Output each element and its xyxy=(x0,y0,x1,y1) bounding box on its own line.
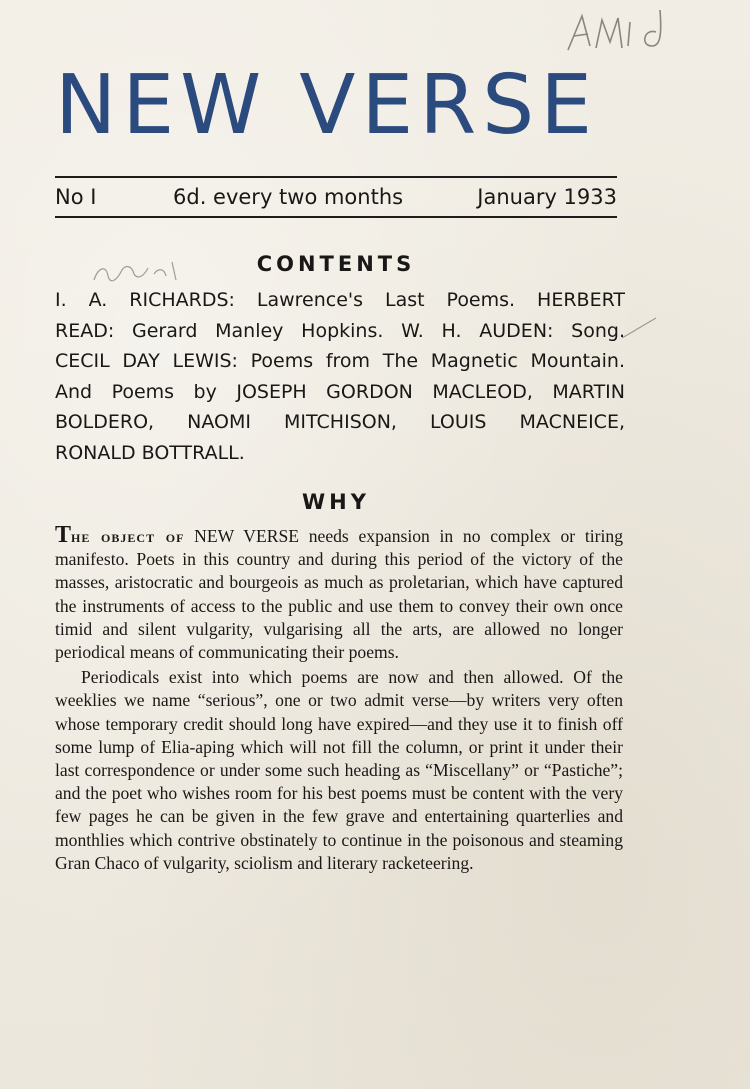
pencil-tick-mark xyxy=(620,312,660,342)
issue-line xyxy=(55,182,617,212)
essay-paragraph xyxy=(55,524,623,664)
contents-line: CECIL DAY LEWIS: Poems from The Magnetic Mountain. xyxy=(55,350,625,372)
contents-heading: CONTENTS xyxy=(256,252,416,276)
contents-line: I. A. RICHARDS: Lawrence's Last Poems. HERBERT xyxy=(55,289,625,311)
issue-date: January 1933 xyxy=(477,185,617,209)
issue-price: 6d. every two months xyxy=(173,185,404,209)
contents-line: RONALD BOTTRALL. xyxy=(55,441,245,464)
lead-smallcaps: he object of xyxy=(71,526,185,546)
paragraph-text: NEW VERSE needs expansion in no complex or tiring manifesto. Poets in this country and during this period of the victory of the masses, aristocratic and bourgeois as much as proletarian, which have captured the instruments of access to the public and use them to convey their own once timid and silent vulgarity, vulgarising all the arts, are allowed no longer periodical means of communicating their poems. xyxy=(55,526,623,663)
editorial-essay xyxy=(55,524,623,875)
contents-list xyxy=(55,285,625,468)
contents-line: BOLDERO, NAOMI MITCHISON, LOUIS MACNEICE, xyxy=(55,411,625,433)
contents-line: And Poems by JOSEPH GORDON MACLEOD, MARTIN xyxy=(55,380,625,403)
essay-paragraph: Periodicals exist into which poems are now and then allowed. Of the weeklies we name “serious”, one or two admit verse—by writers very often whose temporary credit should long have expired—and they use it to finish off some lump of Elia-aping which will not fill the column, or print it under their last correspondence or under some such heading as “Miscellany” or “Pastiche”; and the poet who wishes room for his best poems must be content with the very few pages he can be given in the few grave and entertaining quarterlies and monthlies which contrive obstinately to continue in the poisonous and steaming Gran Chaco of vulgarity, sciolism and literary racketeering. xyxy=(55,667,623,873)
pencil-annotation-mark xyxy=(560,2,680,62)
issue-number: No I xyxy=(55,185,97,209)
why-heading: WHY xyxy=(302,490,370,514)
masthead-rule-bottom xyxy=(55,216,617,218)
contents-line: READ: Gerard Manley Hopkins. W. H. AUDEN: Song. xyxy=(55,319,625,342)
lead-initial: T xyxy=(55,522,72,548)
masthead-rule-top xyxy=(55,176,617,178)
masthead-title: NEW VERSE xyxy=(55,58,599,153)
